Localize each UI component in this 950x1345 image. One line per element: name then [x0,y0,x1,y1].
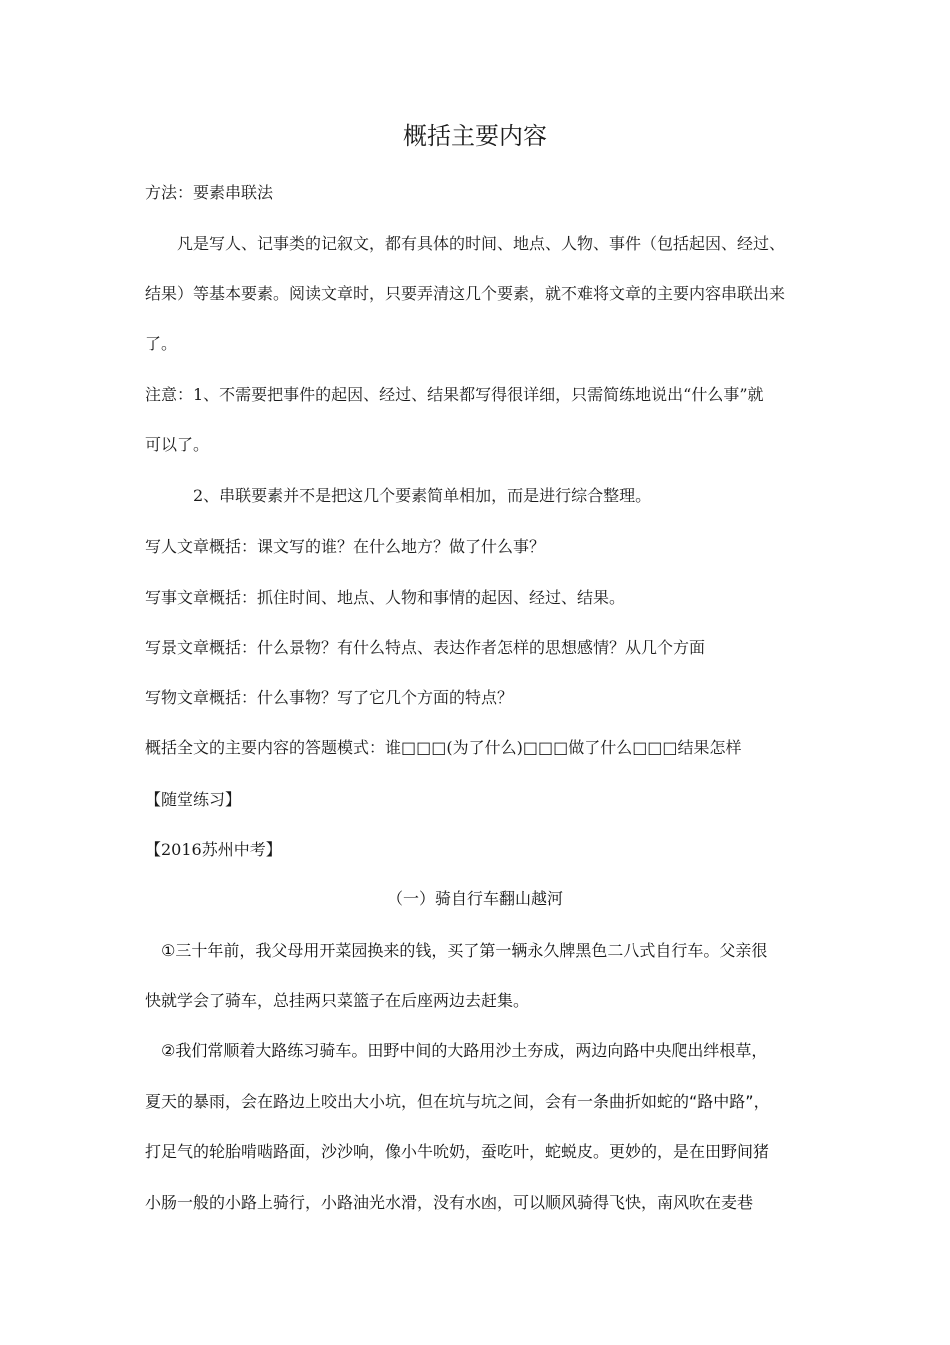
passage-line-3: ②我们常顺着大路练习骑车。田野中间的大路用沙土夯成，两边向路中央爬出绊根草， [161,1041,768,1060]
note-line-1: 注意：1、不需要把事件的起因、经过、结果都写得很详细，只需简练地说出“什么事”就 [145,385,764,404]
passage-title: （一）骑自行车翻山越河 [386,889,563,908]
summary-event: 写事文章概括：抓住时间、地点、人物和事情的起因、经过、结果。 [145,588,626,607]
note-line-2: 可以了。 [145,435,210,454]
passage-line-2: 快就学会了骑车，总挂两只菜篮子在后座两边去赶集。 [145,991,530,1010]
page-title: 概括主要内容 [403,122,547,150]
passage-line-1: ①三十年前，我父母用开菜园换来的钱，买了第一辆永久牌黑色二八式自行车。父亲很 [161,941,768,960]
exam-heading: 【2016苏州中考】 [145,840,282,859]
note-point-2: 2、串联要素并不是把这几个要素简单相加，而是进行综合整理。 [193,486,652,505]
passage-line-5: 打足气的轮胎啃啮路面，沙沙响，像小牛吮奶，蚕吃叶，蛇蜕皮。更妙的，是在田野间猪 [145,1142,770,1161]
passage-line-4: 夏天的暴雨，会在路边上咬出大小坑，但在坑与坑之间，会有一条曲折如蛇的“路中路”， [145,1092,770,1111]
intro-line-3: 了。 [145,334,178,353]
summary-person: 写人文章概括：课文写的谁？在什么地方？做了什么事？ [145,537,546,556]
intro-line-2: 结果）等基本要素。阅读文章时，只要弄清这几个要素，就不难将文章的主要内容串联出来 [145,284,786,303]
passage-line-6: 小肠一般的小路上骑行，小路油光水滑，没有水凼，可以顺风骑得飞快，南风吹在麦巷 [145,1193,754,1212]
method-line: 方法：要素串联法 [145,183,274,202]
practice-heading: 【随堂练习】 [145,790,242,809]
intro-line-1: 凡是写人、记事类的记叙文，都有具体的时间、地点、人物、事件（包括起因、经过、 [177,234,786,253]
answer-pattern: 概括全文的主要内容的答题模式：谁□□□(为了什么)□□□做了什么□□□结果怎样 [145,738,742,757]
summary-object: 写物文章概括：什么事物？写了它几个方面的特点？ [145,688,514,707]
summary-scenery: 写景文章概括：什么景物？有什么特点、表达作者怎样的思想感情？从几个方面 [145,638,706,657]
